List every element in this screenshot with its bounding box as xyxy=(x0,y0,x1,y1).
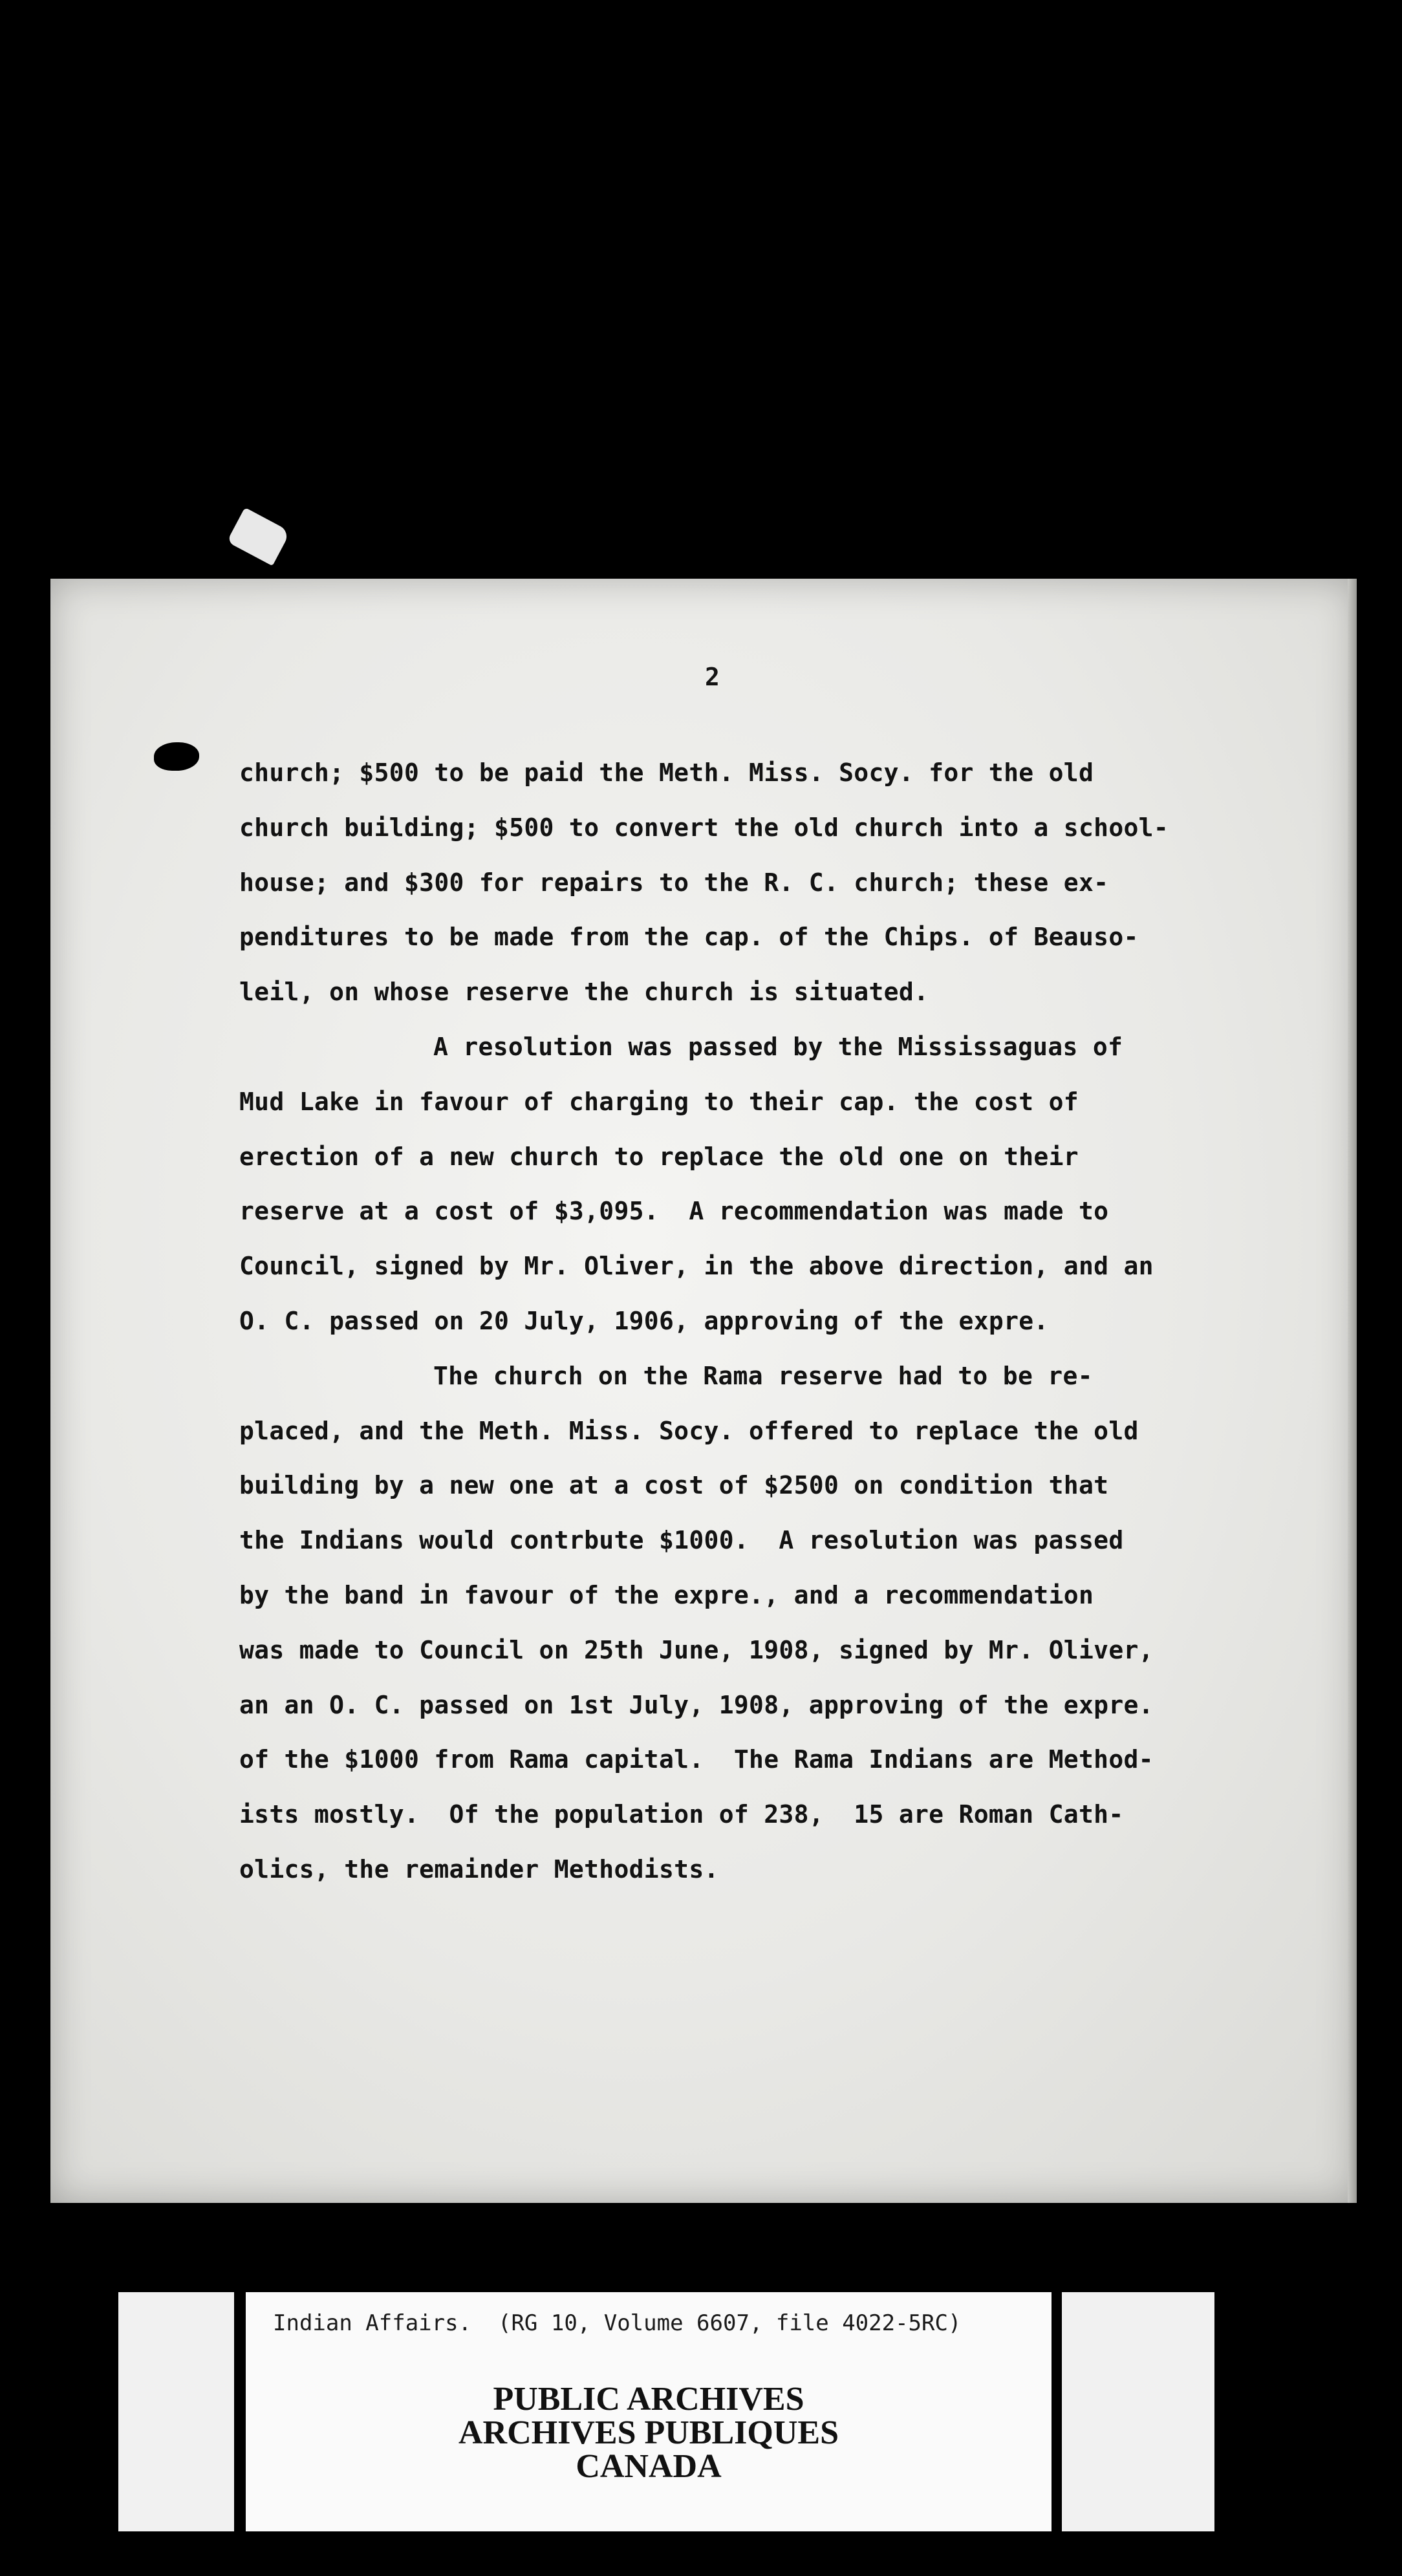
text-line: building by a new one at a cost of $2500 on condition that xyxy=(239,1471,1109,1500)
archives-title-country: CANADA xyxy=(576,2448,722,2485)
text-line: an an O. C. passed on 1st July, 1908, approving of the expre. xyxy=(239,1690,1154,1719)
archives-title xyxy=(246,2383,1052,2484)
hole-punch xyxy=(154,742,199,771)
text-line: penditures to be made from the cap. of the Chips. of Beauso- xyxy=(239,923,1139,952)
text-line: Mud Lake in favour of charging to their cap. the cost of xyxy=(239,1087,1079,1116)
text-line: leil, on whose reserve the church is situated. xyxy=(239,978,929,1007)
page-number: 2 xyxy=(705,663,720,691)
text-line: by the band in favour of the expre., and a recommendation xyxy=(239,1580,1094,1609)
text-line: placed, and the Meth. Miss. Socy. offered to replace the old xyxy=(239,1416,1139,1445)
paragraph-start: A resolution was passed by the Mississaguas of xyxy=(433,1032,1123,1061)
paragraph-start: The church on the Rama reserve had to be re- xyxy=(433,1361,1093,1390)
archive-caption: Indian Affairs. (RG 10, Volume 6607, file 4022-5RC) xyxy=(273,2310,962,2336)
text-line: O. C. passed on 20 July, 1906, approving of the expre. xyxy=(239,1306,1049,1335)
document-page xyxy=(50,579,1357,2203)
archives-title-fr: ARCHIVES PUBLIQUES xyxy=(458,2414,839,2451)
text-line: of the $1000 from Rama capital. The Rama Indians are Method- xyxy=(239,1745,1154,1774)
text-line: ists mostly. Of the population of 238, 15 are Roman Cath- xyxy=(239,1800,1124,1829)
text-line: erection of a new church to replace the old one on their xyxy=(239,1142,1079,1171)
text-line: the Indians would contrbute $1000. A resolution was passed xyxy=(239,1526,1124,1555)
text-line: olics, the remainder Methodists. xyxy=(239,1854,719,1884)
text-line: house; and $300 for repairs to the R. C. church; these ex- xyxy=(239,868,1109,897)
archives-title-en: PUBLIC ARCHIVES xyxy=(493,2381,804,2418)
text-line: was made to Council on 25th June, 1908, signed by Mr. Oliver, xyxy=(239,1635,1154,1664)
paper-scrap xyxy=(227,508,291,566)
text-line: church; $500 to be paid the Meth. Miss. Socy. for the old xyxy=(239,758,1094,787)
text-line: reserve at a cost of $3,095. A recommendation was made to xyxy=(239,1197,1109,1226)
document-body xyxy=(239,746,1332,1897)
text-line: church building; $500 to convert the old church into a school- xyxy=(239,813,1169,842)
archive-label xyxy=(234,2292,1062,2531)
text-line: Council, signed by Mr. Oliver, in the above direction, and an xyxy=(239,1252,1154,1281)
